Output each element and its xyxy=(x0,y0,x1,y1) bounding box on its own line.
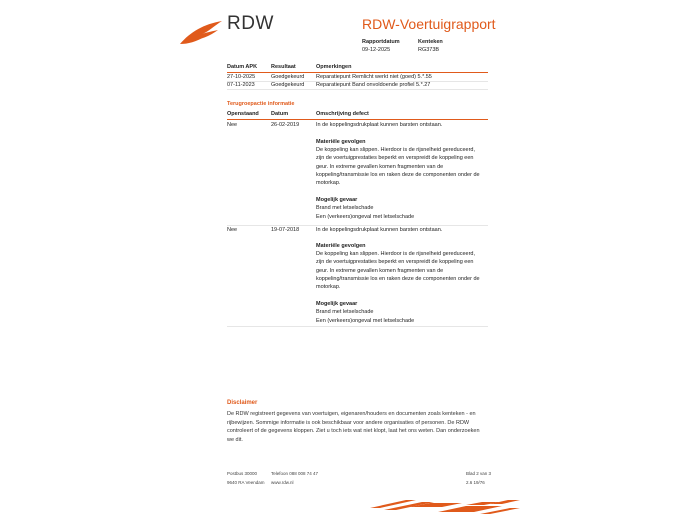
recall-details xyxy=(316,132,488,221)
table-row xyxy=(227,81,488,89)
apk-header-row xyxy=(227,63,488,71)
report-title: RDW-Voertuigrapport xyxy=(362,16,496,32)
disclaimer-line: rijbewijzen. Sommige informatie is ook beschikbaar voor andere organisaties of personen. De RDW xyxy=(227,419,470,426)
materiele-gevolgen-heading: Materiële gevolgen xyxy=(316,139,366,145)
recall-omschrijving: In de koppelingsdrukplaat kunnen barsten ontstaan. xyxy=(316,227,443,233)
disclaimer-text xyxy=(227,410,489,444)
kenteken-block xyxy=(418,38,443,54)
footer-version: 2.6 19/76 xyxy=(466,479,485,485)
apk-opmerking: Reparatiepunt Remlicht werkt niet (goed) 5.*.55 xyxy=(316,74,432,80)
footer-city: 9640 RA Veendam xyxy=(227,479,265,485)
disclaimer-line: we dit. xyxy=(227,436,243,443)
materiele-line: De koppeling kan slippen. Hierdoor is de rijsnelheid gereduceerd, xyxy=(316,147,475,154)
apk-resultaat: Goedgekeurd xyxy=(271,82,305,88)
apk-col-datum: Datum APK xyxy=(227,64,258,70)
materiele-line: koppeling/transmissie los en raken deze de componenten onder de xyxy=(316,275,480,282)
recall-section-title: Terugroepactie informatie xyxy=(227,101,295,107)
materiele-line: motorkap. xyxy=(316,284,341,291)
apk-resultaat: Goedgekeurd xyxy=(271,74,305,80)
footer-address xyxy=(227,470,265,487)
footer-phone: Telefoon 088 008 74 47 xyxy=(271,471,319,476)
divider xyxy=(227,89,488,90)
footer-website[interactable]: www.rdw.nl xyxy=(271,479,294,485)
disclaimer-line: controleert of de gegevens kloppen. Ziet u toch iets wat niet klopt, laat het ons weten. Dan onderzoeken xyxy=(227,428,480,434)
apk-col-resultaat: Resultaat xyxy=(271,64,296,70)
recall-col-omschrijving: Omschrijving defect xyxy=(316,111,369,117)
apk-datum: 07-11-2023 xyxy=(227,82,255,88)
mogelijk-gevaar-heading: Mogelijk gevaar xyxy=(316,301,358,308)
recall-openstaand: Nee xyxy=(227,227,238,233)
materiele-line: zijn de voertuigprestaties beperkt en verspreidt de koppeling een xyxy=(316,155,474,162)
disclaimer-title: Disclaimer xyxy=(227,400,258,406)
rapportdatum-value: 09-12-2025 xyxy=(362,47,391,53)
footer-page: Blad 2 van 3 xyxy=(466,471,492,476)
footer-contact xyxy=(271,470,318,487)
footer-postbus: Postbus 30000 xyxy=(227,471,258,476)
kenteken-value: RG373B xyxy=(418,47,440,53)
recall-header-row xyxy=(227,110,488,118)
table-row xyxy=(227,73,488,81)
kenteken-label: Kenteken xyxy=(418,39,443,45)
apk-datum: 27-10-2025 xyxy=(227,74,256,80)
disclaimer-line: De RDW registreert gegevens van voertuigen, eigenaren/houders en documenten zoals kenteken - en xyxy=(227,411,476,417)
apk-col-opmerkingen: Opmerkingen xyxy=(316,64,352,70)
divider xyxy=(227,326,488,327)
materiele-line: geur. In extreme gevallen komen fragmenten van de xyxy=(316,163,444,170)
recall-table-header xyxy=(227,110,488,118)
mogelijk-gevaar-heading: Mogelijk gevaar xyxy=(316,197,358,204)
recall-header-rule xyxy=(227,119,488,120)
gevaar-line: Een (verkeers)ongeval met letselschade xyxy=(316,317,415,324)
rapportdatum-label: Rapportdatum xyxy=(362,39,400,45)
brand-name: RDW xyxy=(227,13,274,34)
recall-col-datum: Datum xyxy=(271,111,289,117)
materiele-line: De koppeling kan slippen. Hierdoor is de rijsnelheid gereduceerd, xyxy=(316,251,475,258)
recall-openstaand: Nee xyxy=(227,122,238,128)
apk-opmerking: Reparatiepunt Band onvoldoende profiel 5.*.27 xyxy=(316,82,431,88)
gevaar-line: Brand met letselschade xyxy=(316,205,374,212)
recall-datum: 19-07-2018 xyxy=(271,227,300,233)
recall-omschrijving: In de koppelingsdrukplaat kunnen barsten ontstaan. xyxy=(316,122,443,128)
recall-details xyxy=(316,236,488,325)
rdw-stripes-icon xyxy=(370,496,520,514)
materiele-line: motorkap. xyxy=(316,180,341,187)
apk-table xyxy=(227,63,488,71)
materiele-line: koppeling/transmissie los en raken deze de componenten onder de xyxy=(316,171,480,178)
recall-col-openstaand: Openstaand xyxy=(227,111,259,117)
materiele-gevolgen-heading: Materiële gevolgen xyxy=(316,243,366,249)
divider xyxy=(227,81,488,82)
materiele-line: geur. In extreme gevallen komen fragmenten van de xyxy=(316,267,444,274)
rdw-feather-logo-icon xyxy=(178,20,224,46)
footer-paging xyxy=(466,470,491,487)
materiele-line: zijn de voertuigprestaties beperkt en verspreidt de koppeling een xyxy=(316,259,474,266)
gevaar-line: Een (verkeers)ongeval met letselschade xyxy=(316,213,415,220)
rapportdatum-block xyxy=(362,38,400,54)
gevaar-line: Brand met letselschade xyxy=(316,309,374,316)
recall-datum: 26-02-2019 xyxy=(271,122,300,128)
